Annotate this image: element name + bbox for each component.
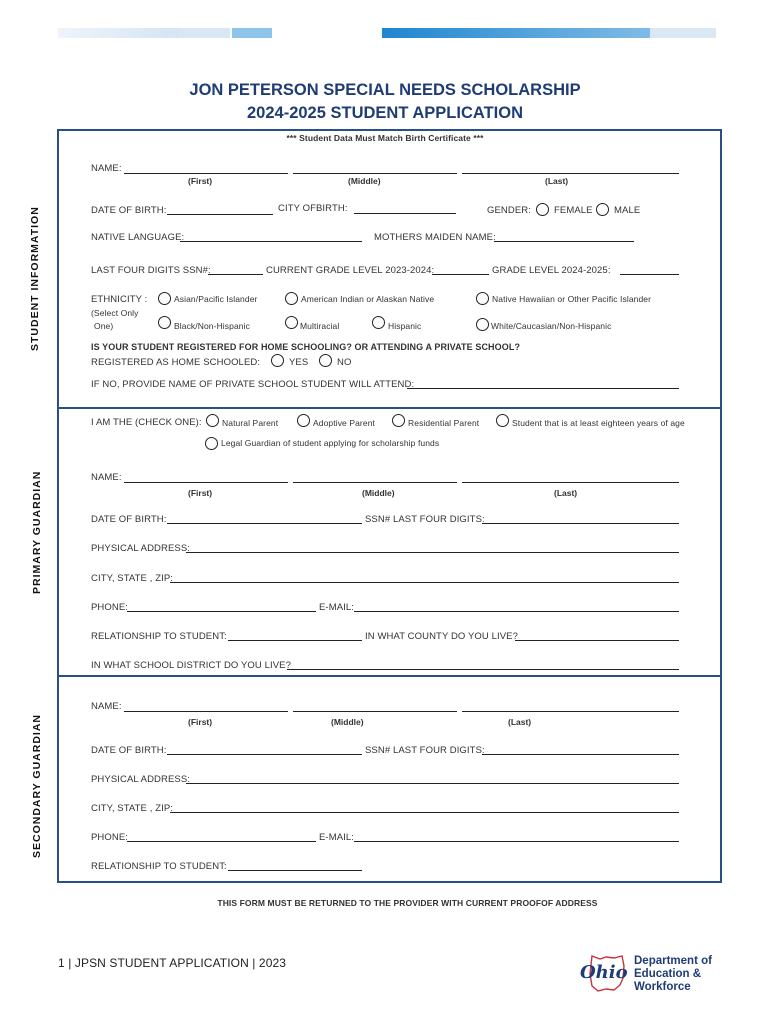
primary-csz-field[interactable] [170,582,679,583]
student-first-caption: (First) [188,176,213,186]
secondary-ssn-field[interactable] [482,754,679,755]
ethnicity-american-indian-label: American Indian or Alaskan Native [301,294,435,304]
birth-certificate-note: *** Student Data Must Match Birth Certificate *** [286,133,484,143]
county-field[interactable] [515,640,679,641]
student-middle-caption: (Middle) [348,176,381,186]
secondary-address-field[interactable] [186,783,679,784]
ethnicity-hispanic-label: Hispanic [388,321,422,331]
ethnicity-american-indian-radio[interactable] [285,292,298,305]
ethnicity-black-radio[interactable] [158,316,171,329]
student-ssn-field[interactable] [208,274,263,275]
home-school-no-label: NO [337,357,352,368]
primary-phone-label: PHONE: [91,602,129,613]
dept-line-3: Workforce [634,981,691,993]
primary-middle-name-field[interactable] [293,482,457,483]
ethnicity-select-note: (Select Only [91,308,139,318]
ethnicity-black-label: Black/Non-Hispanic [174,321,250,331]
header-band-light-left [58,28,178,38]
secondary-last-name-field[interactable] [462,711,679,712]
gender-male-label: MALE [614,205,641,216]
mothers-maiden-label: MOTHERS MAIDEN NAME: [374,232,496,243]
i-am-the-label: I AM THE (CHECK ONE): [91,417,202,428]
residential-parent-label: Residential Parent [408,418,480,428]
secondary-email-field[interactable] [354,841,679,842]
secondary-phone-label: PHONE: [91,832,129,843]
school-district-field[interactable] [287,669,679,670]
ethnicity-white-label: White/Caucasian/Non-Hispanic [491,321,612,331]
primary-ssn-field[interactable] [482,523,679,524]
gender-male-radio[interactable] [596,203,609,216]
page-footer-text: 1 | JPSN STUDENT APPLICATION | 2023 [58,956,287,970]
student-name-label: NAME: [91,163,122,174]
ohio-logo-word: Ohio [580,962,628,983]
secondary-address-label: PHYSICAL ADDRESS: [91,774,191,785]
adult-student-radio[interactable] [496,414,509,427]
primary-phone-field[interactable] [127,611,316,612]
primary-relationship-field[interactable] [228,640,362,641]
secondary-dob-label: DATE OF BIRTH: [91,745,167,756]
primary-section-label: PRIMARY GUARDIAN [31,470,43,594]
legal-guardian-radio[interactable] [205,437,218,450]
native-language-label: NATIVE LANGUAGE: [91,232,185,243]
secondary-first-caption: (First) [188,717,213,727]
ethnicity-native-hawaiian-radio[interactable] [476,292,489,305]
secondary-middle-name-field[interactable] [293,711,457,712]
legal-guardian-label: Legal Guardian of student applying for scholarship funds [221,438,440,448]
secondary-email-label: E-MAIL: [319,832,355,843]
title-line-2: 2024-2025 STUDENT APPLICATION [247,104,523,122]
secondary-last-caption: (Last) [508,717,532,727]
home-school-question: IS YOUR STUDENT REGISTERED FOR HOME SCHOOLING? OR ATTENDING A PRIVATE SCHOOL? [91,342,521,352]
primary-relationship-label: RELATIONSHIP TO STUDENT: [91,631,227,642]
gender-female-radio[interactable] [536,203,549,216]
ethnicity-multiracial-radio[interactable] [285,316,298,329]
primary-first-caption: (First) [188,488,213,498]
private-school-label: IF NO, PROVIDE NAME OF PRIVATE SCHOOL STUDENT WILL ATTEND: [91,379,415,390]
home-school-yes-label: YES [289,357,309,368]
primary-address-label: PHYSICAL ADDRESS: [91,543,191,554]
primary-first-name-field[interactable] [124,482,288,483]
ohio-state-logo [578,952,630,994]
secondary-middle-caption: (Middle) [331,717,364,727]
primary-last-caption: (Last) [554,488,578,498]
student-dob-label: DATE OF BIRTH: [91,205,167,216]
residential-parent-radio[interactable] [392,414,405,427]
adoptive-parent-label: Adoptive Parent [313,418,375,428]
primary-dob-field[interactable] [167,523,362,524]
header-band-dark [382,28,650,38]
secondary-ssn-label: SSN# LAST FOUR DIGITS: [365,745,485,756]
adult-student-label: Student that is at least eighteen years of age [512,418,685,428]
secondary-section-label: SECONDARY GUARDIAN [31,713,43,858]
title-line-1: JON PETERSON SPECIAL NEEDS SCHOLARSHIP [189,81,581,99]
secondary-name-label: NAME: [91,701,122,712]
home-school-yes-radio[interactable] [271,354,284,367]
student-first-name-field[interactable] [124,173,288,174]
student-middle-name-field[interactable] [293,173,457,174]
ethnicity-asian-radio[interactable] [158,292,171,305]
header-band-accent [232,28,272,38]
student-dob-field[interactable] [167,214,273,215]
secondary-csz-field[interactable] [170,812,679,813]
return-notice: THIS FORM MUST BE RETURNED TO THE PROVIDER WITH CURRENT PROOFOF ADDRESS [217,898,598,908]
ethnicity-white-radio[interactable] [476,318,489,331]
student-section-label: STUDENT INFORMATION [29,206,41,351]
primary-csz-label: CITY, STATE , ZIP: [91,573,174,584]
header-band-mid [178,28,230,38]
secondary-dob-field[interactable] [167,754,362,755]
ethnicity-hispanic-radio[interactable] [372,316,385,329]
secondary-first-name-field[interactable] [124,711,288,712]
student-city-label: CITY OFBIRTH: [278,203,348,214]
header-band-light-right [650,28,716,38]
native-language-field[interactable] [180,241,362,242]
primary-email-label: E-MAIL: [319,602,355,613]
department-name [634,955,712,994]
home-school-no-radio[interactable] [319,354,332,367]
primary-email-field[interactable] [354,611,679,612]
primary-last-name-field[interactable] [462,482,679,483]
student-last-name-field[interactable] [462,173,679,174]
current-grade-field[interactable] [432,274,489,275]
county-label: IN WHAT COUNTY DO YOU LIVE? [365,631,518,642]
secondary-csz-label: CITY, STATE , ZIP: [91,803,174,814]
private-school-field[interactable] [407,388,679,389]
student-ssn-label: LAST FOUR DIGITS SSN#: [91,265,211,276]
ethnicity-one-note: One) [94,321,114,331]
student-last-caption: (Last) [545,176,569,186]
ethnicity-multiracial-label: Multiracial [300,321,340,331]
registered-home-school-label: REGISTERED AS HOME SCHOOLED: [91,357,261,368]
ethnicity-label: ETHNICITY : [91,294,148,305]
school-district-label: IN WHAT SCHOOL DISTRICT DO YOU LIVE? [91,660,291,671]
mothers-maiden-field[interactable] [494,241,634,242]
next-grade-label: GRADE LEVEL 2024-2025: [492,265,611,276]
page-title [0,79,770,125]
primary-ssn-label: SSN# LAST FOUR DIGITS: [365,514,485,525]
ethnicity-asian-label: Asian/Pacific Islander [174,294,258,304]
ethnicity-native-hawaiian-label: Native Hawaiian or Other Pacific Islander [492,294,652,304]
current-grade-label: CURRENT GRADE LEVEL 2023-2024: [266,265,435,276]
student-gender-label: GENDER: [487,205,531,216]
primary-dob-label: DATE OF BIRTH: [91,514,167,525]
primary-middle-caption: (Middle) [362,488,395,498]
primary-address-field[interactable] [186,552,679,553]
secondary-relationship-label: RELATIONSHIP TO STUDENT: [91,861,227,872]
dept-line-2: Education & [634,968,702,980]
gender-female-label: FEMALE [554,205,593,216]
secondary-relationship-field[interactable] [228,870,362,871]
primary-name-label: NAME: [91,472,122,483]
adoptive-parent-radio[interactable] [297,414,310,427]
student-city-field[interactable] [354,213,456,214]
natural-parent-label: Natural Parent [222,418,279,428]
dept-line-1: Department of [634,955,712,967]
natural-parent-radio[interactable] [206,414,219,427]
secondary-phone-field[interactable] [127,841,316,842]
next-grade-field[interactable] [620,274,679,275]
